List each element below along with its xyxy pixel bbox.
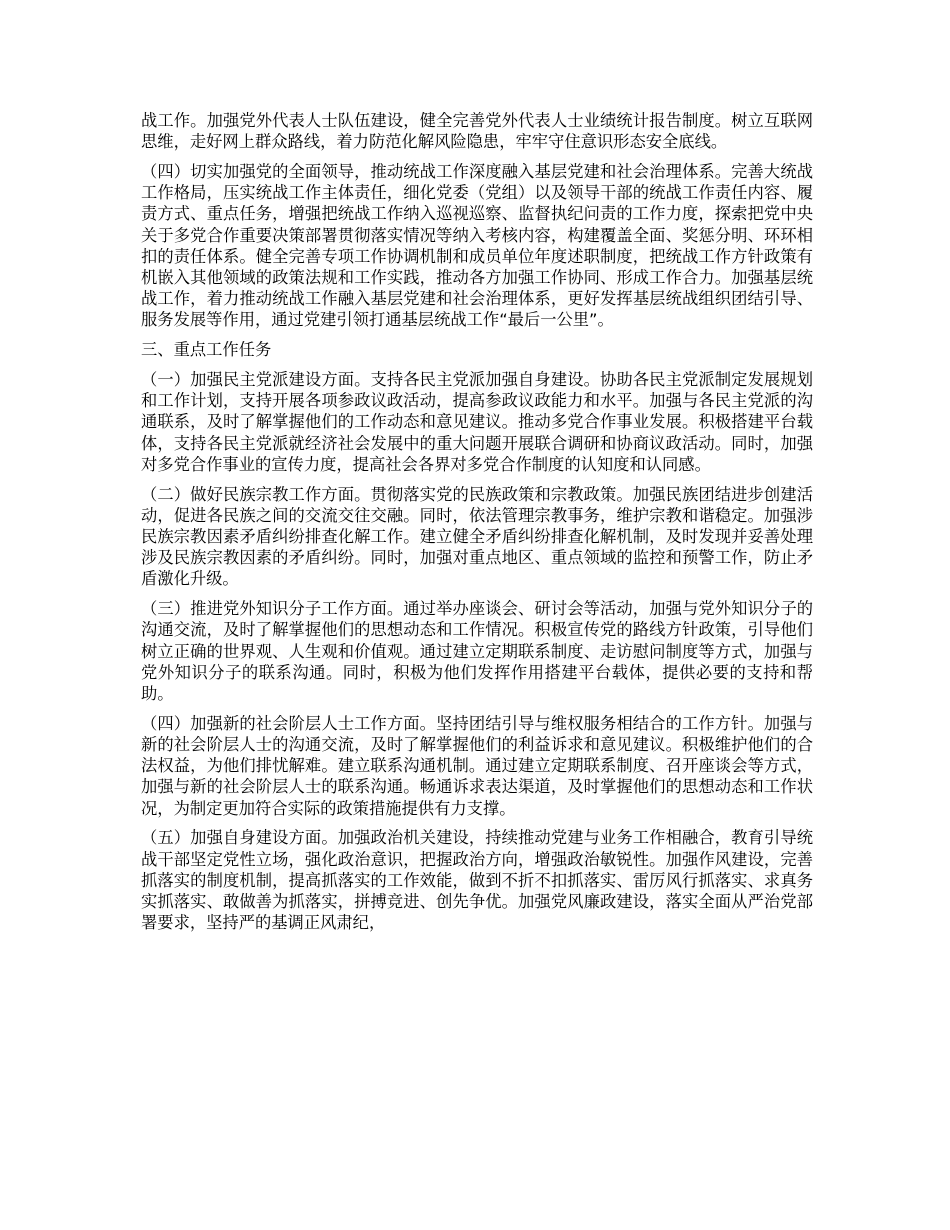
paragraph-section-4-leadership: （四）切实加强党的全面领导，推动统战工作深度融入基层党建和社会治理体系。完善大统战工作格局，压实统战工作主体责任，细化党委（党组）以及领导干部的统战工作责任内容、履责方式、重点任务，增强把统战工作纳入巡视巡察、监督执纪问责的工作力度，探索把党中央关于多党合作重要决策部署贯彻落实情况等纳入考核内容，构建覆盖全面、奖惩分明、环环相扣的责任体系。健全完善专项工作协调机制和成员单位年度述职制度，把统战工作方针政策有机嵌入其他领域的政策法规和工作实践，推动各方加强工作协同、形成工作合力。加强基层统战工作，着力推动统战工作融入基层党建和社会治理体系，更好发挥基层统战组织团结引导、服务发展等作用，通过党建引领打通基层统战工作“最后一公里”。 xyxy=(141,162,813,330)
paragraph-task-3-intellectuals: （三）推进党外知识分子工作方面。通过举办座谈会、研讨会等活动，加强与党外知识分子的沟通交流，及时了解掌握他们的思想动态和工作情况。积极宣传党的路线方针政策，引导他们树立正确的世界观、人生观和价值观。通过建立定期联系制度、走访慰问制度等方式，加强与党外知识分子的联系沟通。同时，积极为他们发挥作用搭建平台载体，提供必要的支持和帮助。 xyxy=(141,599,813,704)
paragraph-task-4-new-social-strata: （四）加强新的社会阶层人士工作方面。坚持团结引导与维权服务相结合的工作方针。加强与新的社会阶层人士的沟通交流，及时了解掌握他们的利益诉求和意见建议。积极维护他们的合法权益，为他们排忧解难。建立联系沟通机制。通过建立定期联系制度、召开座谈会等方式，加强与新的社会阶层人士的联系沟通。畅通诉求表达渠道，及时掌握他们的思想动态和工作状况，为制定更加符合实际的政策措施提供有力支撑。 xyxy=(141,713,813,818)
paragraph-task-5-self-building: （五）加强自身建设方面。加强政治机关建设，持续推动党建与业务工作相融合，教育引导统战干部坚定党性立场，强化政治意识，把握政治方向，增强政治敏锐性。加强作风建设，完善抓落实的制度机制，提高抓落实的工作效能，做到不折不扣抓落实、雷厉风行抓落实、求真务实抓落实、敢做善为抓落实，拼搏竞进、创先争优。加强党风廉政建设，落实全面从严治党部署要求，坚持严的基调正风肃纪， xyxy=(141,828,813,933)
document-page xyxy=(141,110,813,942)
paragraph-continuation: 战工作。加强党外代表人士队伍建设，健全完善党外代表人士业绩统计报告制度。树立互联网思维，走好网上群众路线，着力防范化解风险隐患，牢牢守住意识形态安全底线。 xyxy=(141,111,813,152)
paragraph-task-1-democratic-parties: （一）加强民主党派建设方面。支持各民主党派加强自身建设。协助各民主党派制定发展规划和工作计划，支持开展各项参政议政活动，提高参政议政能力和水平。加强与各民主党派的沟通联系，及时了解掌握他们的工作动态和意见建议。推动多党合作事业发展。积极搭建平台载体，支持各民主党派就经济社会发展中的重大问题开展联合调研和协商议政活动。同时，加强对多党合作事业的宣传力度，提高社会各界对多党合作制度的认知度和认同感。 xyxy=(141,370,813,474)
section-heading-key-tasks: 三、重点工作任务 xyxy=(141,340,272,360)
paragraph-task-2-ethnic-religious: （二）做好民族宗教工作方面。贯彻落实党的民族政策和宗教政策。加强民族团结进步创建活动，促进各民族之间的交流交往交融。同时，依法管理宗教事务，维护宗教和谐稳定。加强涉民族宗教因素矛盾纠纷排查化解工作。建立健全矛盾纠纷排查化解机制，及时发现并妥善处理涉及民族宗教因素的矛盾纠纷。同时，加强对重点地区、重点领域的监控和预警工作，防止矛盾激化升级。 xyxy=(141,484,813,589)
